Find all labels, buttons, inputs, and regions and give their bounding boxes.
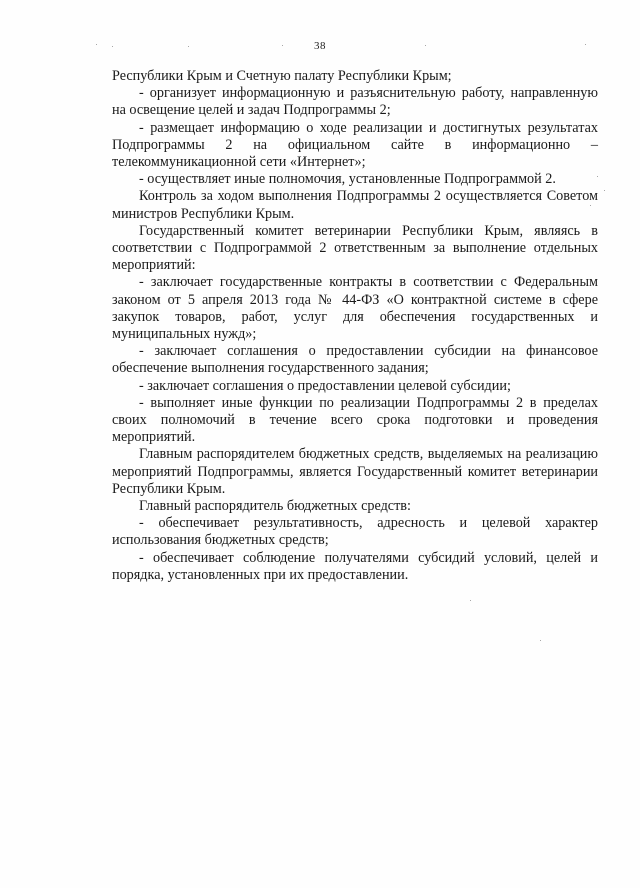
paragraph: Республики Крым и Счетную палату Республики Крым; [112, 68, 452, 84]
paragraph: - размещает информацию о ходе реализации и достигнутых результатах Подпрограммы 2 на официальном сайте в информационно – телекоммуникационной сети «Интернет»; [112, 119, 598, 171]
paragraph: - заключает соглашения о предоставлении целевой субсидии; [139, 377, 511, 394]
paragraph: Контроль за ходом выполнения Подпрограммы 2 осуществляется Советом министров Республики Крым. [112, 188, 598, 222]
paragraph: - осуществляет иные полномочия, установленные Подпрограммой 2. [139, 171, 556, 188]
paragraph: Главный распорядитель бюджетных средств: [139, 498, 411, 515]
paragraph: - заключает соглашения о предоставлении субсидии на финансовое обеспечение выполнения государственного задания; [112, 343, 598, 377]
paragraph: - организует информационную и разъяснительную работу, направленную на освещение целей и задач Подпрограммы 2; [112, 85, 598, 119]
document-body [112, 68, 598, 584]
paragraph: Главным распорядителем бюджетных средств, выделяемых на реализацию мероприятий Подпрограммы, является Государственный комитет ветеринарии Республики Крым. [112, 446, 598, 497]
paragraph: - обеспечивает соблюдение получателями субсидий условий, целей и порядка, установленных при их предоставлении. [112, 549, 598, 583]
paragraph: Государственный комитет ветеринарии Республики Крым, являясь в соответствии с Подпрограммой 2 ответственным за выполнение отдельных мероприятий: [112, 222, 598, 274]
paragraph: - выполняет иные функции по реализации Подпрограммы 2 в пределах своих полномочий в течение всего срока подготовки и проведения мероприятий. [112, 394, 598, 446]
paragraph: - заключает государственные контракты в соответствии с Федеральным законом от 5 апреля 2013 года № 44-ФЗ «О контрактной системе в сфере закупок товаров, работ, услуг для обеспечения государственных и муниципальных нужд»; [112, 274, 598, 343]
page-number: 38 [314, 40, 326, 52]
paragraph: - обеспечивает результативность, адресность и целевой характер использования бюджетных средств; [112, 515, 598, 549]
